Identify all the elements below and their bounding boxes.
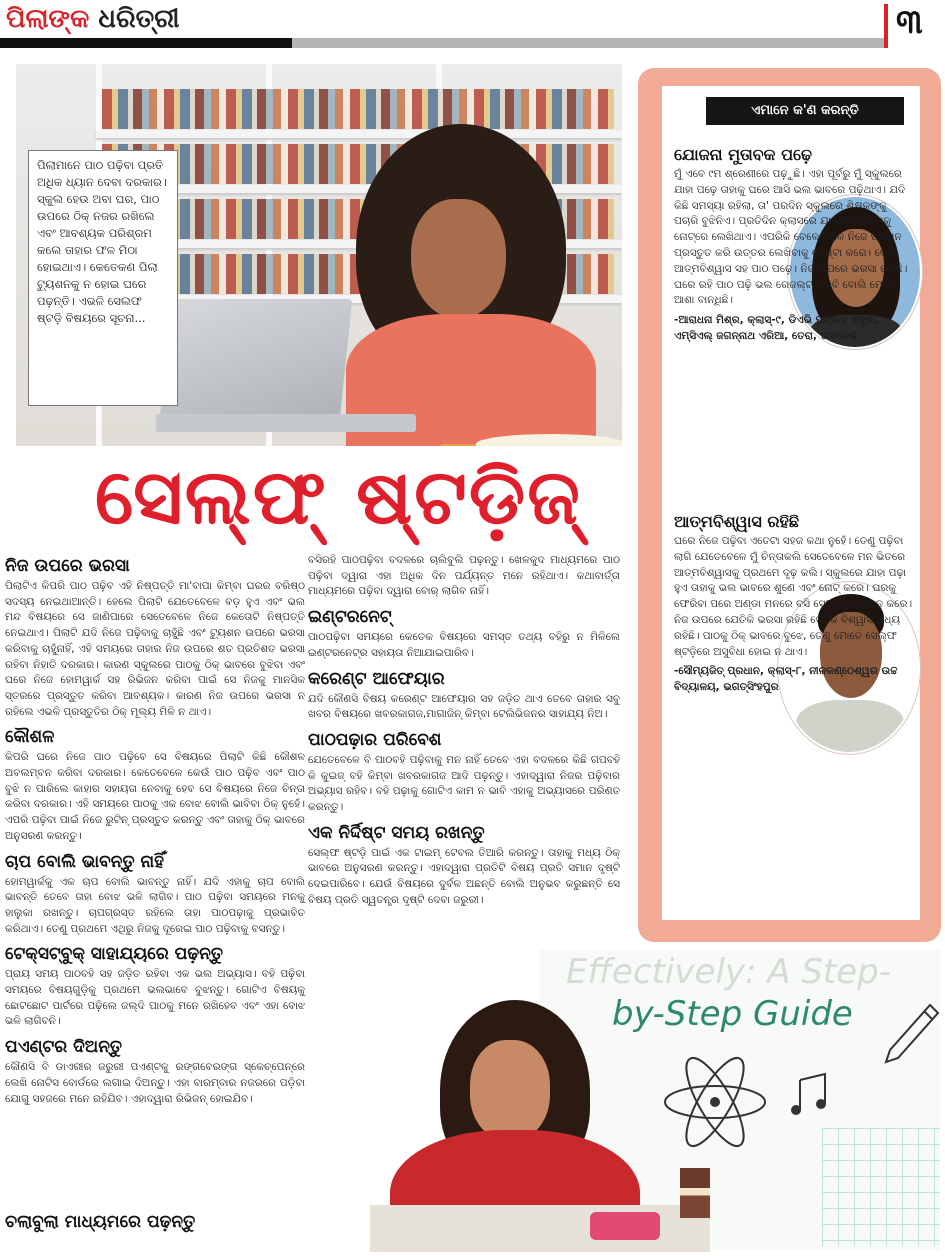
section-heading: ଟେକ୍ସଟ୍‌ବୁକ୍ ସାହାଯ୍ୟରେ ପଢ଼ନ୍ତୁ bbox=[5, 944, 223, 965]
header-bar-grey bbox=[292, 38, 885, 48]
article-column-middle bbox=[308, 553, 620, 915]
section-heading: ପାଠପଢ଼ାର ପରିବେଶ bbox=[308, 729, 442, 750]
page-title: ସେଲ୍ଫ୍ ଷ୍ଟଡ଼ିଜ୍ bbox=[95, 452, 582, 541]
intro-callout: ପିଲାମାନେ ପାଠ ପଢ଼ିବା ପ୍ରତି ଅଧିକ ଧ୍ୟାନ ଦେବା ଦରକାର। ସ୍କୁଲ ହେଉ ଅବା ଘର, ପାଠ ଉପରେ ଠିକ୍ ନଜର ରଖିଲେ ଏବଂ ଆବଶ୍ୟକ ପରିଶ୍ରମ କଲେ ତାହାର ଫଳ ମିଠା ହୋଇଥାଏ। କେତେକଣ ପିଲା ଟ୍ୟୁଶନକୁ ନ ହୋଇ ଘରେ ପଢ଼ନ୍ତି। ଏଭଳି ସେଲଫ ଷ୍ଟଡ଼ି ବିଷୟରେ ସୂଚନା... bbox=[28, 150, 178, 406]
section-heading: ଚାପ ବୋଲି ଭାବନ୍ତୁ ନାହିଁ bbox=[5, 851, 165, 872]
laptop-base bbox=[156, 414, 416, 432]
book-row bbox=[102, 89, 614, 129]
sidebar-profile-1 bbox=[674, 145, 914, 345]
music-note-icon bbox=[785, 1070, 835, 1120]
section-body: ବସିରହି ପାଠପଢ଼ିବା ବଦଳରେ ଚାଲିବୁଲି ପଢ଼ନ୍ତୁ। ଖେଳକୁଦ ମାଧ୍ୟମରେ ପାଠ ପଢ଼ିବା ଦ୍ୱାରା ଏହା ଅଧିକ ଦିନ ପର୍ଯ୍ୟନ୍ତ ମନେ ରହିଥାଏ। କଥାବାର୍ତ୍ତା ମାଧ୍ୟମରେ ପଢ଼ିବା ଦ୍ୱାରା ବୋର୍ ଲାଗିବ ନାହିଁ। bbox=[308, 554, 620, 598]
page-number: ୩ bbox=[896, 2, 923, 42]
section-body: ପାଠପଢ଼ିବା ସମୟରେ କେତେକ ବିଷୟରେ ସମସ୍ତ ତଥ୍ୟ ବହିରୁ ନ ମିଳିଲେ ଇଣ୍ଟରନେଟ୍‌ର ସହାୟତା ନିଆଯାଇପାରିବ। bbox=[308, 631, 620, 659]
profile-body: ମୁଁ ଏବେ ୯ମ ଶ୍ରେଣୀରେ ପଢ଼ୁଛି। ଏହା ପୂର୍ବରୁ ମୁଁ ସ୍କୁଲରେ ଯାହା ପଢ଼େ ତାହାକୁ ଘରେ ଆସି ଭଲ ଭାବରେ ପଢ଼ିଥାଏ। ଯଦି କିଛି ସମସ୍ୟା ରହିଲା, ତା' ପରଦିନ ସ୍କୁଲରେ ଶିକ୍ଷକଙ୍କୁ ପଚାରି ବୁଝିନିଏ। ପ୍ରତିଦିନ କ୍ଲାସରେ ଯାହା ପଢ଼େ ତାହାକୁ ନୋଟ୍‌ରେ ଲେଖିଥାଏ। ଏପରିକି ବେଳେବେଳେ ନିଜେ ପ୍ରଶ୍ନ ପ୍ରସ୍ତୁତ କରି ଉତ୍ତର ଲେଖିବାକୁ ଚେଷ୍ଟା କରେ। ବେଶ୍ ଆତ୍ମବିଶ୍ୱାସ ସହ ପାଠ ପଢ଼େ। ନିଜ ଉପରେ ଭରସା ରଖିଛି। ଘରେ ରହି ପାଠ ପଢ଼ି ଭଲ ରେଜଲ୍ଟ କରିବି ବୋଲି ମୋର ଆଶା ବାନ୍ଧିଛି। bbox=[674, 168, 908, 307]
section-body: ପିଲାଟିଏ କିପରି ପାଠ ପଢ଼ିବ ଏହି ନିଷ୍ପତ୍ତି ମା'ବାପା କିମ୍ବା ଘରର ବରିଷ୍ଠ ସଦସ୍ୟ ନେଇଥାଆନ୍ତି। ହେଲେ ପିଲାଟି ଯେତେବେଳେ ବଡ଼ ହୁଏ ଏବଂ ଭଲ ମନ୍ଦ ବିଷୟରେ ସେ ଜାଣିପାରେ ସେତେବେଳେ ନିଜେ କେତୋଟି ନିଷ୍ପତ୍ତି ନେଇଥାଏ। ପିଲାଟି ଯଦି ନିଜେ ପଢ଼ିବାକୁ ଚାହୁଁଛି ଏବଂ ଟ୍ୟୁଶନ ଉପରେ ଭରସା କରିବାକୁ ଚାହୁଁନାହିଁ, ଏହି ସମୟରେ ତାହାର ନିଜ ଉପରେ ଶତ ପ୍ରତିଶତ ଭରସା ରହିବା ନିହାତି ଦରକାର। କାରଣ ସ୍କୁଲରେ ପାଠକୁ ଠିକ୍ ଭାବରେ ବୁଝିବା ଏବଂ ଘରେ ନିଜେ ହୋମୱାର୍କ ସହ ରିଭିଜନ କରିବା ପାଇଁ ସେ ନିଜକୁ ମାନସିକ ସ୍ତରରେ ପ୍ରସ୍ତୁତ କରିବା ଆବଶ୍ୟକ। କାରଣ ନିଜ ଉପରେ ଭରସା ନ ରହିଲେ ଏଭଳି ପ୍ରସ୍ତୁତିର ଠିକ୍ ମୂଲ୍ୟ ମିଳି ନ ଥାଏ। bbox=[5, 580, 305, 718]
section-heading: କୌଶଳ bbox=[5, 727, 55, 748]
section-body: ପ୍ରାୟ ସମୟ ପାଠବହି ସହ ଜଡ଼ିତ ରହିବା ଏକ ଭଲ ଅଭ୍ୟାସ। ବହି ପଢ଼ିବା ସମୟରେ ବିଷୟଗୁଡ଼ିକୁ ପ୍ରଥମେ ଭଲଭାବେ ବୁଝନ୍ତୁ। ଗୋଟିଏ ବିଷୟକୁ ଛୋଟଛୋଟ ପାର୍ଟରେ ପଢ଼ିଲେ ଜଲ୍ଦି ପାଠକୁ ମନେ ରଖିହେବ ଏବଂ ଏହା ବୋଝ ଭଳି ଲାଗିବନି। bbox=[5, 968, 305, 1028]
grid-paper-icon bbox=[822, 1128, 940, 1246]
sidebar-profile-2 bbox=[674, 512, 914, 696]
book-stack bbox=[680, 1168, 710, 1218]
section-heading: ଏକ ନିର୍ଦ୍ଦିଷ୍ଟ ସମୟ ରଖନ୍ତୁ bbox=[308, 822, 485, 843]
section-heading-final: ଚଲାବୁଲା ମାଧ୍ୟମରେ ପଢ଼ନ୍ତୁ bbox=[5, 1212, 196, 1232]
photo-shirt bbox=[796, 700, 904, 754]
masthead-logo bbox=[6, 4, 180, 35]
page-header bbox=[0, 0, 945, 50]
header-bar-black bbox=[0, 38, 292, 48]
section-heading: ପଏଣ୍ଟର ଦିଅନ୍ତୁ bbox=[5, 1037, 123, 1058]
laptop-icon bbox=[160, 299, 353, 419]
studying-girl-photo bbox=[310, 990, 710, 1252]
profile-credit: -ଆରାଧନା ମିଶ୍ର, କ୍ଲାସ୍-୯, ଡିଏଭି ପବ୍ଲିକ୍ ସ୍କୁଲ, ଏମ୍‌ସିଏଲ୍ ଜଗନ୍ନାଥ ଏରିଆ, ତେରା, ତାଳଚେର bbox=[674, 314, 879, 342]
girl-face bbox=[470, 1040, 550, 1140]
section-body: କିପରି ଘରେ ନିଜେ ପାଠ ପଢ଼ିବେ ସେ ବିଷୟରେ ପିଲାଟି କିଛି କୌଶଳ ଅବଲମ୍ବନ କରିବା ଦରକାର। କେତେବେଳେ କେଉଁ ପାଠ ପଢ଼ିବ ଏବଂ ପାଠ ବୁଝି ନ ପାରିଲେ କାହାର ସହାୟତା ନେବାକୁ ହେବ ସେ ବିଷୟରେ ନିଜେ ଚିନ୍ତା କରିବା ଦରକାର। ଏହି ସମୟରେ ପାଠକୁ ଏକ ବୋଝ ବୋଲି ଭାବିବା ଠିକ୍ ନୁହେଁ। ଏପରି ପଢ଼ିବା ପାଇଁ ନିଜେ ରୁଟିନ୍ ପ୍ରସ୍ତୁତ କରନ୍ତୁ ଏବଂ ତାହାକୁ ଠିକ୍ ଭାବରେ ଅନୁସରଣ କରନ୍ତୁ। bbox=[5, 751, 305, 842]
logo-part-1: ପିଲାଙ୍କ bbox=[6, 4, 90, 34]
pencil-case-icon bbox=[590, 1212, 660, 1240]
section-body: ଯଦି କୌଣସି ବିଷୟ କରେଣ୍ଟ ଆଫେୟାର ସହ ଜଡ଼ିତ ଥାଏ ତେବେ ତାହାର ସବୁ ଖବର ବିଷୟରେ ଖବରକାଗଜ,ମାଗାଜିନ୍ କିମ୍ବା ଟେଲିଭିଜନର ସାହାଯ୍ୟ ନିଅ। bbox=[308, 692, 620, 721]
shelf-board bbox=[96, 130, 622, 138]
article-column-left bbox=[5, 555, 305, 1113]
profile-heading: ଆତ୍ମବିଶ୍ୱାସ ରହିଛି bbox=[674, 512, 800, 531]
section-body: କୌଣସି ବି ଡାଏରୀର ଜରୁରୀ ପଏଣ୍ଟକୁ ରଙ୍ଗବେରଙ୍ଗ ସ୍କେଚ୍‌ପେନ୍‌ରେ ଲେଖି ନୋଟିସ ବୋର୍ଡରେ ଲଗାଇ ଦିଅନ୍ତୁ। ଏହା ବାରମ୍ବାର ନଜରରେ ପଡ଼ିବା ଯୋଗୁ ସହଜରେ ମନେ ରହିଯିବ। ଏହାଦ୍ୱାରା ରିଭିଜନ୍ ହୋଇଯିବ। bbox=[5, 1061, 305, 1105]
guide-text-line-2: by-Step Guide bbox=[612, 994, 853, 1034]
section-body: ଯେତେବେଳେ ବି ପାଠବହି ପଢ଼ିବାକୁ ମନ ନାହିଁ ତେବେ ଏହା ବଦଳରେ କିଛି ଗପବହି କି କୁଇଜ୍ ବହି କିମ୍ବା ଖବରକାଗଜ ଆଦି ପଢ଼ନ୍ତୁ। ଏହାଦ୍ୱାରା ନିଜର ପଢ଼ିବାର ଅଭ୍ୟାସ ରହିବ। ବହି ପଢ଼ାକୁ ଗୋଟିଏ କାମ ନ ଭାବି ଏହାକୁ ଅଭ୍ୟାସରେ ପରିଣତ କରନ୍ତୁ। bbox=[308, 753, 620, 814]
profile-credit: -ସୌମ୍ୟଜିତ୍ ପ୍ରଧାନ, କ୍ଲାସ୍-୮, ନୀଳକଣ୍ଠେଶ୍ୱର ଉଚ୍ଚ ବିଦ୍ୟାଳୟ, ଭଗତ୍‌ସିଂହପୁର bbox=[674, 665, 898, 694]
section-heading: ଇଣ୍ଟରନେଟ୍ bbox=[308, 607, 392, 628]
student-face bbox=[411, 199, 506, 319]
profile-heading: ଯୋଜନା ମୁତାବକ ପଢ଼େ bbox=[674, 145, 813, 164]
pencil-icon bbox=[880, 1000, 940, 1070]
logo-part-2: ଧରିତ୍ରୀ bbox=[98, 4, 180, 34]
header-separator bbox=[884, 4, 888, 48]
sidebar-header: ଏମାନେ କ'ଣ କରନ୍ତି bbox=[706, 97, 904, 125]
section-heading: କରେଣ୍ଟ ଆଫେୟାର bbox=[308, 668, 445, 689]
guide-text-line-1: Effectively: A Step- bbox=[566, 952, 892, 992]
section-heading: ନିଜ ଉପରେ ଭରସା bbox=[5, 556, 130, 576]
section-body: ସେଲ୍ଫ ଷ୍ଟଡ଼ି ପାଇଁ ଏକ ଟାଇମ୍ ଟେବଲ ତିଆରି କରନ୍ତୁ। ତାହାକୁ ମଧ୍ୟ ଠିକ୍ ଭାବରେ ଅନୁସରଣ କରନ୍ତୁ। ଏହାଦ୍ୱାରା ପ୍ରତିଟି ବିଷୟ ପ୍ରତି ସମାନ ଦୃଷ୍ଟି ଦେଇପାରିବେ। ଯେଉଁ ବିଷୟରେ ଦୁର୍ବଳ ଅଛନ୍ତି ବୋଲି ଅନୁଭବ କରୁଛନ୍ତି ସେ ବିଷୟ ପ୍ରତି ସ୍ୱତନ୍ତ୍ର ଦୃଷ୍ଟି ଦେବା ଜରୁରୀ। bbox=[308, 846, 620, 906]
profile-body: ଘରେ ନିଜେ ପଢ଼ିବା ଏତେଟା ସହଜ କଥା ନୁହେଁ। ତେଣୁ ପଢ଼ିବା ଲାଗି ଯେତେବେଳେ ମୁଁ ଚିନ୍ତାକଲି ସେତେବେଳେ ମନ ଭିତରେ ଆତ୍ମବିଶ୍ୱାସକୁ ପ୍ରଥମେ ଦୃଢ଼ କଲି। ସ୍କୁଲରେ ଯାହା ପଢ଼ା ହୁଏ ତାହାକୁ ଭଲ ଭାବରେ ଶୁଣେ ଏବଂ ନୋଟ୍ କରେ। ଘରକୁ ଫେରିବା ପରେ ଅଣ୍ଡା ମନରେ ବସି ସେଗୁଡ଼ିକୁ ରିଭିଜନ କରେ। ନିଜ ଉପରେ ଯେତିକି ଭରସା ରହିଛି ସେତିକି ବିଶ୍ୱାସ ମଧ୍ୟ ରହିଛି। ପାଠକୁ ଠିକ୍ ଭାବରେ ବୁଝେ, ତେଣୁ ମୋତେ ସେଲ୍ଫ ଷ୍ଟଡ଼ିରେ ଅସୁବିଧା ହୋଇ ନ ଥାଏ। bbox=[674, 535, 913, 658]
section-body: ହୋମୱାର୍କକୁ ଏକ ଚାପ ବୋଲି ଭାବନ୍ତୁ ନାହିଁ। ଯଦି ଏହାକୁ ଚାପ ବୋଲି ଭାବନ୍ତି ତେବେ ତାହା ବୋଝ ଭଳି ଲାଗିବ। ପାଠ ପଢ଼ିବା ସମୟରେ ମନକୁ ହାଲୁକା ରଖନ୍ତୁ। ଚାପଗ୍ରସ୍ତ ରହିଲେ ତାହା ପାଠପଢ଼ାକୁ ପ୍ରଭାବିତ କରିଥାଏ। ତେଣୁ ପ୍ରଥମେ ଏଥିରୁ ନିଜକୁ ଦୂରେଇ ପାଠ ପଢ଼ିବାକୁ ବସନ୍ତୁ। bbox=[5, 875, 305, 935]
